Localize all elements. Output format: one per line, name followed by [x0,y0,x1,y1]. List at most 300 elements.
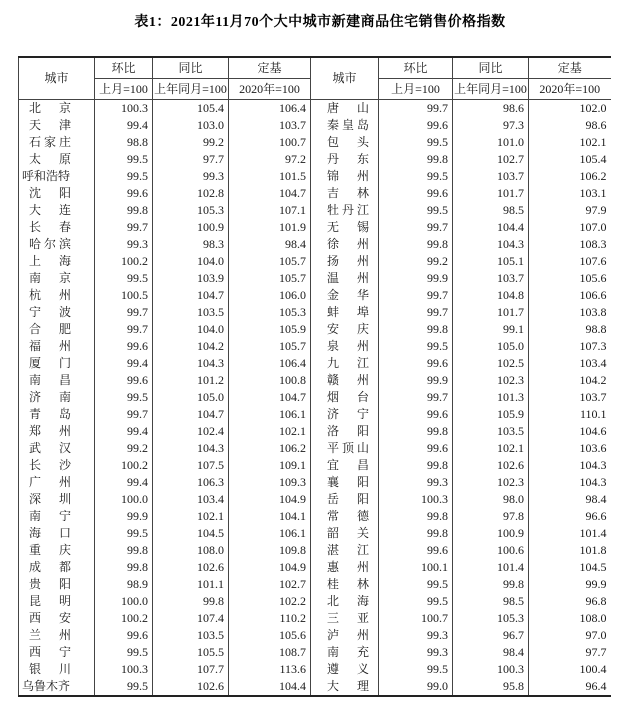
mom-value: 99.5 [379,576,453,593]
mom-value: 100.3 [379,491,453,508]
table-row [19,610,611,627]
table-row [19,236,611,253]
mom-value: 99.5 [379,202,453,219]
city-name: 蚌 埠 [327,305,369,319]
city-name: 锦 州 [327,169,369,183]
yoy-value: 100.9 [453,525,529,542]
city-name: 南 宁 [29,509,71,523]
mom-value: 99.5 [379,593,453,610]
mom-value: 99.8 [379,423,453,440]
yoy-value: 101.4 [453,559,529,576]
yoy-value: 108.0 [153,542,229,559]
header-city-right: 城市 [311,57,379,100]
yoy-value: 103.0 [153,117,229,134]
city-name: 韶 关 [327,526,369,540]
mom-value: 99.7 [379,100,453,118]
price-index-table [18,56,611,697]
city-name: 北 京 [29,101,71,115]
city-name: 大 理 [327,679,369,693]
yoy-value: 104.0 [153,253,229,270]
city-name: 长 春 [29,220,71,234]
city-cell [311,185,379,202]
mom-value: 99.7 [379,304,453,321]
city-cell [19,491,95,508]
mom-value: 99.6 [379,406,453,423]
city-name: 青 岛 [29,407,71,421]
city-cell [311,270,379,287]
fixed-base-value: 105.9 [229,321,311,338]
city-cell [311,372,379,389]
yoy-value: 104.3 [153,440,229,457]
fixed-base-value: 103.6 [579,441,607,455]
fixed-base-value: 107.3 [579,339,607,353]
mom-value: 99.5 [95,525,153,542]
city-cell [311,134,379,151]
city-cell [19,389,95,406]
mom-value: 99.9 [95,508,153,525]
city-name: 常 德 [327,509,369,523]
city-name: 贵 阳 [29,577,71,591]
city-name: 安 庆 [327,322,369,336]
city-name: 天 津 [29,118,71,132]
table-row [19,168,611,185]
table-row [19,185,611,202]
city-cell [311,355,379,372]
mom-value: 100.3 [95,661,153,678]
yoy-value: 102.7 [453,151,529,168]
city-cell [311,525,379,542]
yoy-value: 102.4 [153,423,229,440]
city-name: 秦 皇 岛 [327,118,369,132]
city-cell [311,406,379,423]
mom-value: 99.6 [379,542,453,559]
yoy-value: 103.9 [153,270,229,287]
mom-value: 100.5 [95,287,153,304]
city-cell [19,372,95,389]
fixed-base-value: 104.6 [579,424,607,438]
yoy-value: 107.5 [153,457,229,474]
yoy-value: 100.3 [453,661,529,678]
header-mom-right: 环比 [379,57,453,79]
yoy-value: 102.5 [453,355,529,372]
fixed-base-value: 106.4 [229,355,311,372]
yoy-value: 105.4 [153,100,229,118]
city-name: 平 顶 山 [327,441,369,455]
city-cell [19,610,95,627]
yoy-value: 105.9 [453,406,529,423]
table-row [19,389,611,406]
table-row [19,661,611,678]
yoy-value: 103.7 [453,168,529,185]
yoy-value: 104.0 [153,321,229,338]
mom-value: 100.2 [95,610,153,627]
city-cell [19,219,95,236]
city-name: 杭 州 [29,288,71,302]
header-city-left: 城市 [19,57,95,100]
yoy-value: 99.3 [153,168,229,185]
yoy-value: 102.6 [453,457,529,474]
city-cell [311,661,379,678]
fixed-base-value: 109.3 [229,474,311,491]
mom-value: 99.6 [95,338,153,355]
city-name: 海 口 [29,526,71,540]
city-name: 沈 阳 [29,186,71,200]
fixed-base-value: 97.0 [585,628,607,642]
fixed-base-value: 104.3 [579,458,607,472]
mom-value: 99.8 [379,525,453,542]
city-name: 洛 阳 [327,424,369,438]
fixed-base-value: 102.7 [229,576,311,593]
city-cell [311,100,379,118]
table-row [19,406,611,423]
yoy-value: 99.2 [153,134,229,151]
city-name: 丹 东 [327,152,369,166]
table-row [19,304,611,321]
fixed-base-value: 107.1 [229,202,311,219]
table-row [19,474,611,491]
city-name: 湛 江 [327,543,369,557]
fixed-base-value: 105.3 [229,304,311,321]
yoy-value: 104.3 [153,355,229,372]
mom-value: 99.5 [95,270,153,287]
yoy-value: 104.7 [153,287,229,304]
mom-value: 99.6 [379,440,453,457]
yoy-value: 101.2 [153,372,229,389]
city-cell [19,100,95,118]
city-cell [311,627,379,644]
city-cell [311,389,379,406]
city-cell [19,151,95,168]
header-mom-left: 环比 [95,57,153,79]
fixed-base-value: 101.8 [579,543,607,557]
mom-value: 99.8 [95,559,153,576]
table-row [19,627,611,644]
fixed-base-value: 104.5 [579,560,607,574]
yoy-value: 98.3 [153,236,229,253]
table-row [19,542,611,559]
mom-value: 99.5 [95,644,153,661]
yoy-value: 97.7 [153,151,229,168]
yoy-value: 104.7 [153,406,229,423]
yoy-value: 102.1 [153,508,229,525]
mom-value: 100.7 [379,610,453,627]
fixed-base-value: 98.4 [585,492,607,506]
city-cell [19,525,95,542]
yoy-value: 101.0 [453,134,529,151]
yoy-value: 104.4 [453,219,529,236]
yoy-value: 107.7 [153,661,229,678]
city-name: 郑 州 [29,424,71,438]
fixed-base-value: 105.6 [579,271,607,285]
city-cell [19,202,95,219]
city-name: 泉 州 [327,339,369,353]
fixed-base-value: 109.1 [229,457,311,474]
city-name: 银 川 [29,662,71,676]
city-name: 哈 尔 滨 [29,237,71,251]
mom-value: 99.3 [379,644,453,661]
city-cell [311,219,379,236]
mom-value: 99.8 [379,151,453,168]
fixed-base-value: 106.1 [229,525,311,542]
fixed-base-value: 104.7 [229,185,311,202]
yoy-value: 102.1 [453,440,529,457]
city-name: 赣 州 [327,373,369,387]
city-name: 宜 昌 [327,458,369,472]
mom-value: 99.4 [95,423,153,440]
city-cell [19,406,95,423]
header-fixed-base-left: 2020年=100 [229,79,311,100]
fixed-base-value: 96.6 [585,509,607,523]
fixed-base-value: 105.7 [229,253,311,270]
mom-value: 99.6 [95,627,153,644]
yoy-value: 101.3 [453,389,529,406]
city-cell [19,270,95,287]
city-cell [19,321,95,338]
city-name: 厦 门 [29,356,71,370]
yoy-value: 104.5 [153,525,229,542]
city-cell [311,287,379,304]
mom-value: 99.3 [95,236,153,253]
city-name: 遵 义 [327,662,369,676]
mom-value: 99.6 [379,355,453,372]
city-name: 乌 鲁 木 齐 [22,679,71,693]
mom-value: 100.0 [95,593,153,610]
city-name: 广 州 [29,475,71,489]
fixed-base-value: 106.6 [579,288,607,302]
fixed-base-value: 108.7 [229,644,311,661]
city-cell [19,423,95,440]
table-row [19,593,611,610]
mom-value: 100.2 [95,457,153,474]
city-name: 太 原 [29,152,71,166]
fixed-base-value: 108.0 [579,611,607,625]
yoy-value: 96.7 [453,627,529,644]
header-fixed-left: 定基 [229,57,311,79]
mom-value: 99.6 [379,117,453,134]
mom-value: 99.7 [379,219,453,236]
city-name: 泸 州 [327,628,369,642]
city-name: 深 圳 [29,492,71,506]
yoy-value: 99.1 [453,321,529,338]
city-name: 大 连 [29,203,71,217]
yoy-value: 105.1 [453,253,529,270]
mom-value: 99.3 [379,474,453,491]
fixed-base-value: 102.1 [579,135,607,149]
city-cell [19,627,95,644]
fixed-base-value: 97.7 [585,645,607,659]
mom-value: 99.7 [379,287,453,304]
table-row [19,491,611,508]
mom-value: 99.9 [379,270,453,287]
city-name: 长 沙 [29,458,71,472]
yoy-value: 105.0 [153,389,229,406]
fixed-base-value: 96.4 [585,679,607,693]
city-cell [19,253,95,270]
yoy-value: 97.8 [453,508,529,525]
fixed-base-value: 106.4 [229,100,311,118]
fixed-base-value: 104.1 [229,508,311,525]
yoy-value: 99.8 [453,576,529,593]
fixed-base-value: 107.6 [579,254,607,268]
fixed-base-value: 106.0 [229,287,311,304]
fixed-base-value: 104.3 [579,475,607,489]
mom-value: 99.8 [379,321,453,338]
fixed-base-value: 104.7 [229,389,311,406]
yoy-value: 99.8 [153,593,229,610]
fixed-base-value: 109.8 [229,542,311,559]
yoy-value: 106.3 [153,474,229,491]
yoy-value: 104.3 [453,236,529,253]
mom-value: 99.4 [95,474,153,491]
mom-value: 99.8 [379,508,453,525]
fixed-base-value: 103.4 [579,356,607,370]
header-yoy-base-left: 上年同月=100 [153,79,229,100]
city-cell [19,440,95,457]
city-name: 烟 台 [327,390,369,404]
city-name: 成 都 [29,560,71,574]
city-name: 武 汉 [29,441,71,455]
fixed-base-value: 107.0 [579,220,607,234]
table-row [19,134,611,151]
city-cell [19,474,95,491]
mom-value: 99.5 [379,134,453,151]
fixed-base-value: 104.4 [229,678,311,696]
mom-value: 99.7 [95,406,153,423]
mom-value: 99.7 [379,389,453,406]
city-cell [311,151,379,168]
yoy-value: 102.3 [453,474,529,491]
city-cell [311,576,379,593]
fixed-base-value: 106.2 [579,169,607,183]
header-yoy-left: 同比 [153,57,229,79]
mom-value: 99.7 [95,304,153,321]
fixed-base-value: 99.9 [585,577,607,591]
fixed-base-value: 103.8 [579,305,607,319]
city-cell [19,593,95,610]
city-cell [19,508,95,525]
city-name: 金 华 [327,288,369,302]
yoy-value: 101.1 [153,576,229,593]
city-cell [19,117,95,134]
yoy-value: 100.6 [453,542,529,559]
table-row [19,440,611,457]
city-name: 桂 林 [327,577,369,591]
table-row [19,372,611,389]
city-name: 西 安 [29,611,71,625]
yoy-value: 102.8 [153,185,229,202]
city-name: 呼 和 浩 特 [22,169,71,183]
yoy-value: 98.5 [453,202,529,219]
fixed-base-value: 96.8 [585,594,607,608]
city-name: 襄 阳 [327,475,369,489]
city-cell [19,168,95,185]
city-cell [19,355,95,372]
table-row [19,117,611,134]
mom-value: 99.4 [95,117,153,134]
city-name: 徐 州 [327,237,369,251]
city-cell [311,423,379,440]
yoy-value: 101.7 [453,304,529,321]
mom-value: 100.0 [95,491,153,508]
fixed-base-value: 101.9 [229,219,311,236]
city-name: 南 昌 [29,373,71,387]
mom-value: 100.3 [95,100,153,118]
city-cell [311,117,379,134]
city-cell [311,678,379,696]
mom-value: 99.8 [95,202,153,219]
city-cell [19,644,95,661]
city-cell [19,304,95,321]
city-cell [19,457,95,474]
fixed-base-value: 108.3 [579,237,607,251]
city-name: 南 京 [29,271,71,285]
table-row [19,100,611,118]
fixed-base-value: 110.1 [579,407,607,421]
mom-value: 98.9 [95,576,153,593]
fixed-base-value: 101.5 [229,168,311,185]
table-header [19,57,611,100]
header-fixed-right: 定基 [529,57,611,79]
city-name: 吉 林 [327,186,369,200]
city-name: 三 亚 [327,611,369,625]
city-cell [311,440,379,457]
city-name: 石 家 庄 [29,135,71,149]
yoy-value: 98.4 [453,644,529,661]
header-mom-base-left: 上月=100 [95,79,153,100]
yoy-value: 102.6 [153,678,229,696]
city-name: 西 宁 [29,645,71,659]
yoy-value: 102.6 [153,559,229,576]
city-name: 无 锡 [327,220,369,234]
mom-value: 99.5 [379,168,453,185]
yoy-value: 104.2 [153,338,229,355]
fixed-base-value: 102.0 [579,101,607,115]
city-name: 南 充 [327,645,369,659]
yoy-value: 105.5 [153,644,229,661]
mom-value: 100.2 [95,253,153,270]
table-row [19,423,611,440]
city-name: 牡 丹 江 [327,203,369,217]
mom-value: 99.2 [379,253,453,270]
mom-value: 99.8 [95,542,153,559]
table-row [19,559,611,576]
fixed-base-value: 103.1 [579,186,607,200]
city-cell [311,457,379,474]
city-cell [311,168,379,185]
city-cell [311,236,379,253]
fixed-base-value: 106.2 [229,440,311,457]
city-name: 济 南 [29,390,71,404]
yoy-value: 100.9 [153,219,229,236]
fixed-base-value: 98.6 [585,118,607,132]
city-cell [311,491,379,508]
fixed-base-value: 104.2 [579,373,607,387]
yoy-value: 105.3 [453,610,529,627]
city-name: 合 肥 [29,322,71,336]
mom-value: 99.6 [95,185,153,202]
mom-value: 99.8 [379,236,453,253]
yoy-value: 98.5 [453,593,529,610]
city-name: 唐 山 [327,101,369,115]
city-name: 温 州 [327,271,369,285]
city-cell [19,134,95,151]
fixed-base-value: 105.4 [579,152,607,166]
fixed-base-value: 104.9 [229,559,311,576]
city-name: 包 头 [327,135,369,149]
yoy-value: 105.0 [453,338,529,355]
fixed-base-value: 100.8 [229,372,311,389]
mom-value: 99.5 [379,661,453,678]
